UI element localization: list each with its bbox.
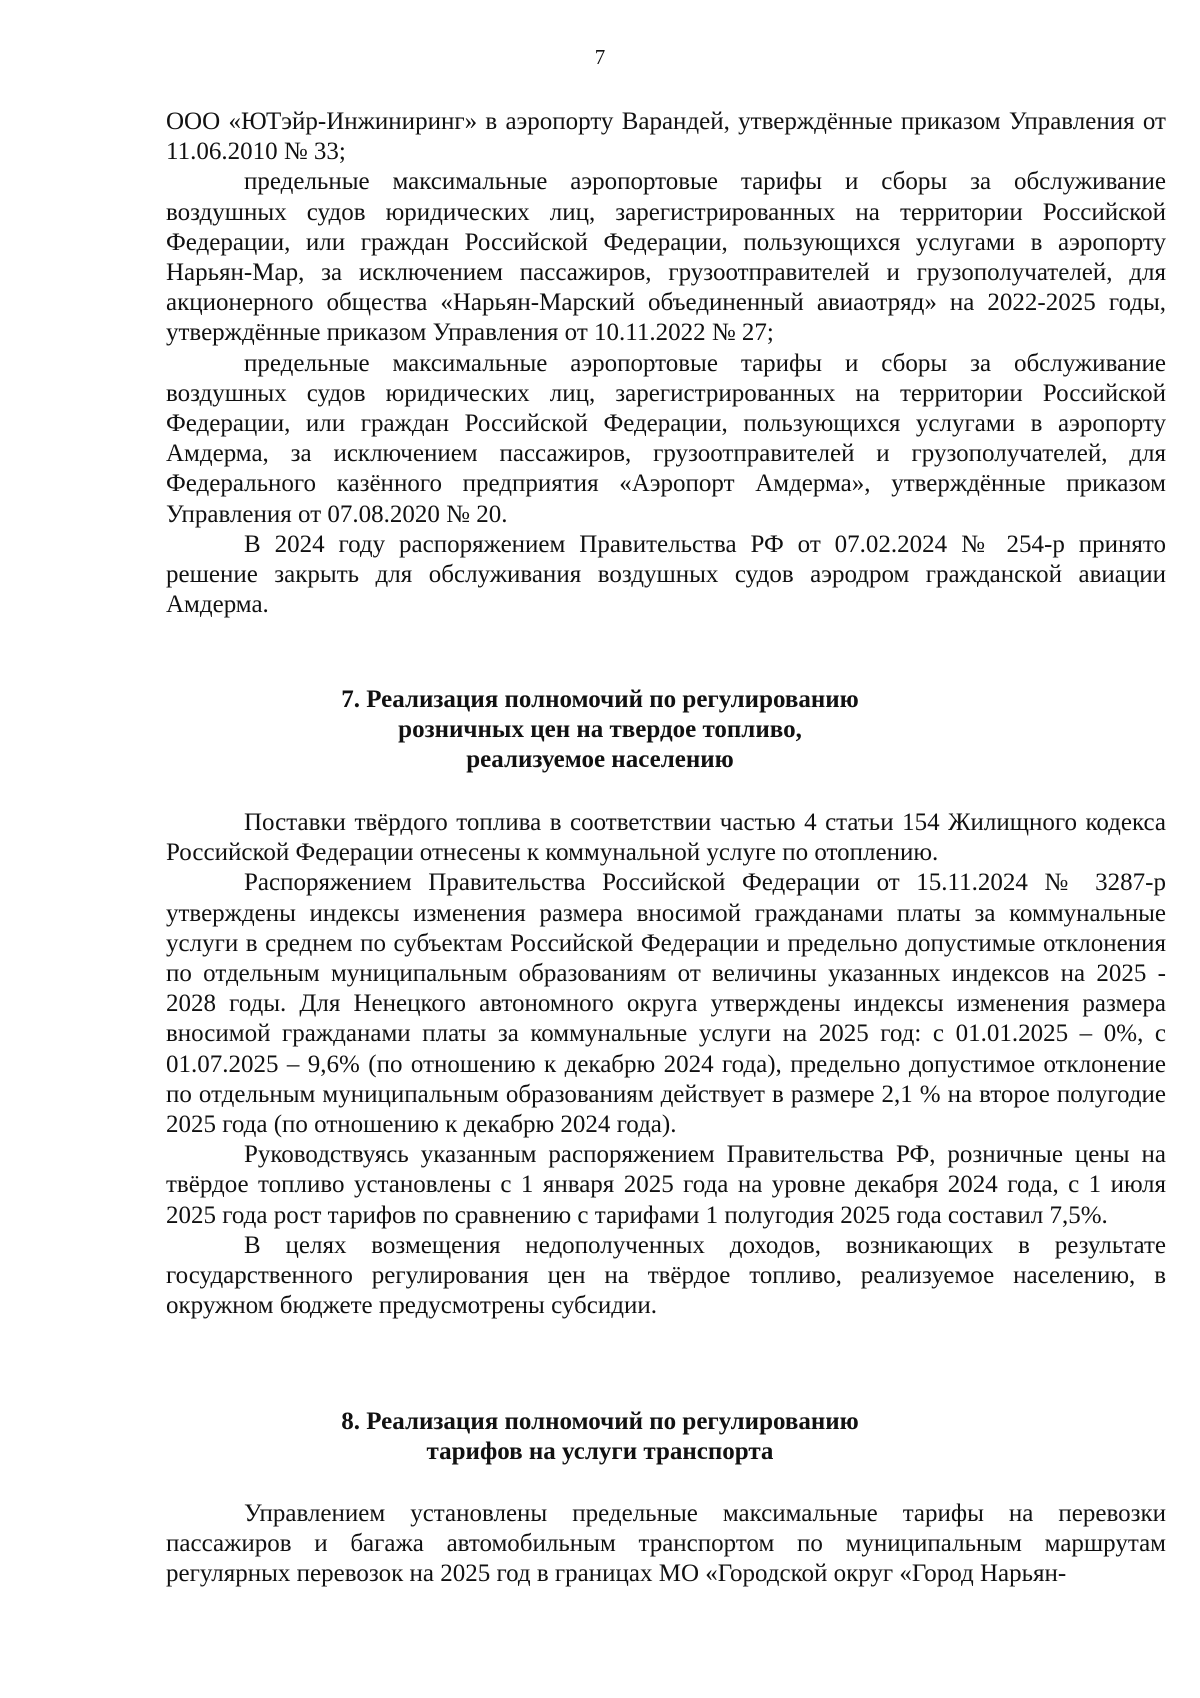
section-7-body xyxy=(166,808,1166,1321)
heading-line: реализуемое населению xyxy=(466,746,734,774)
paragraph: Руководствуясь указанным распоряжением Правительства РФ, розничные цены на твёрдое топливо установлены с 1 января 2025 года на уровне декабря 2024 года, с 1 июля 2025 года рост тарифов по сравнению с тарифами 1 полугодия 2025 года составил 7,5%. xyxy=(166,1141,1166,1229)
section-8-body xyxy=(166,1499,1166,1590)
paragraph: предельные максимальные аэропортовые тарифы и сборы за обслуживание воздушных судов юридических лиц, зарегистрированных на территории Российской Федерации, или граждан Российской Федерации, пользующихся услугами в аэропорту Амдерма, за исключением пассажиров, грузоотправителей и грузополучателей, для Федерального казённого предприятия «Аэропорт Амдерма», утверждённые приказом Управления от 07.08.2020 № 20. xyxy=(166,349,1166,528)
intro-paragraphs xyxy=(166,107,1166,620)
paragraph: Распоряжением Правительства Российской Федерации от 15.11.2024 № 3287-р утверждены индексы изменения размера вносимой гражданами платы за коммунальные услуги в среднем по субъектам Российской Федерации и предельно допустимые отклонения по отдельным муниципальным образованиям от величины указанных индексов на 2025 - 2028 годы. Для Ненецкого автономного округа утверждены индексы изменения размера вносимой гражданами платы за коммунальные услуги на 2025 год: с 01.01.2025 – 0%, с 01.07.2025 – 9,6% (по отношению к декабрю 2024 года), предельно допустимое отклонение по отдельным муниципальным образованиям действует в размере 2,1 % на второе полугодие 2025 года (по отношению к декабрю 2024 года). xyxy=(166,869,1166,1139)
heading-line: розничных цен на твердое топливо, xyxy=(398,716,802,744)
heading-line: тарифов на услуги транспорта xyxy=(426,1438,774,1466)
paragraph: Поставки твёрдого топлива в соответствии частью 4 статьи 154 Жилищного кодекса Российской Федерации отнесены к коммунальной услуге по отоплению. xyxy=(166,809,1166,867)
paragraph: предельные максимальные аэропортовые тарифы и сборы за обслуживание воздушных судов юридических лиц, зарегистрированных на территории Российской Федерации, или граждан Российской Федерации, пользующихся услугами в аэропорту Нарьян-Мар, за исключением пассажиров, грузоотправителей и грузополучателей, для акционерного общества «Нарьян-Марский объединенный авиаотряд» на 2022-2025 годы, утверждённые приказом Управления от 10.11.2022 № 27; xyxy=(166,168,1166,347)
paragraph: В целях возмещения недополученных доходов, возникающих в результате государственного регулирования цен на твёрдое топливо, реализуемое населению, в окружном бюджете предусмотрены субсидии. xyxy=(166,1231,1166,1320)
paragraph: Управлением установлены предельные максимальные тарифы на перевозки пассажиров и багажа автомобильным транспортом по муниципальным маршрутам регулярных перевозок на 2025 год в границах МО «Городской округ «Город Нарьян- xyxy=(166,1500,1166,1588)
heading-line: 7. Реализация полномочий по регулированию xyxy=(341,686,859,713)
section-7-heading xyxy=(0,685,1200,776)
paragraph: ООО «ЮТэйр-Инжиниринг» в аэропорту Варандей, утверждённые приказом Управления от 11.06.2010 № 33; xyxy=(166,108,1166,166)
section-8-heading xyxy=(0,1407,1200,1467)
heading-line: 8. Реализация полномочий по регулированию xyxy=(341,1408,859,1435)
paragraph: В 2024 году распоряжением Правительства РФ от 07.02.2024 № 254-р принято решение закрыть для обслуживания воздушных судов аэродром гражданской авиации Амдерма. xyxy=(166,530,1166,619)
page-number: 7 xyxy=(594,45,606,69)
